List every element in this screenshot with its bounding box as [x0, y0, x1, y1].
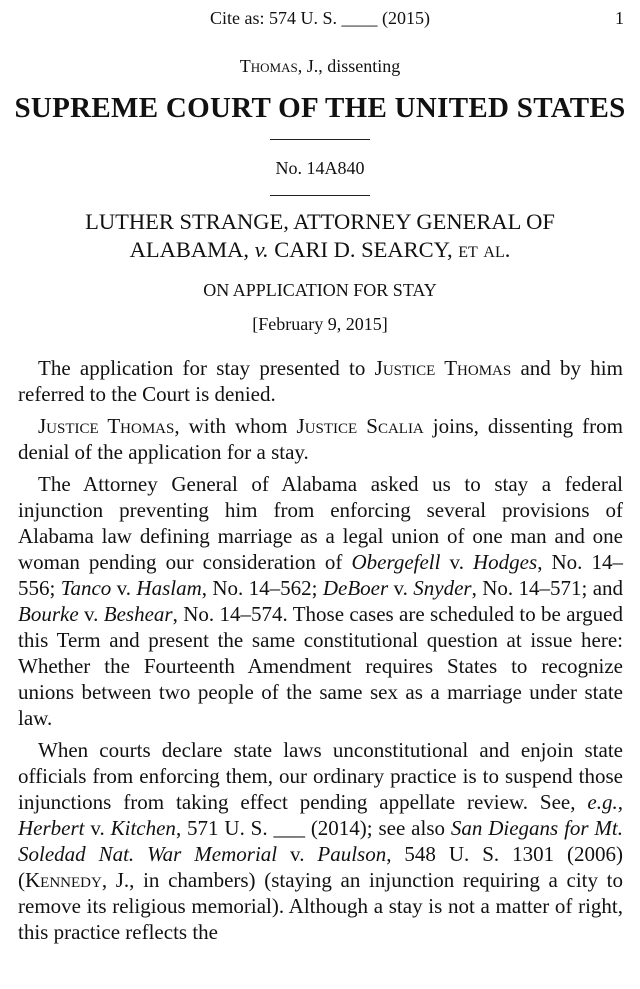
decision-date: [February 9, 2015] [252, 314, 388, 334]
divider-bottom [270, 195, 370, 196]
opinion-body [18, 355, 623, 945]
dissent-heading [0, 56, 640, 77]
caption-party-respondent: CARI D. SEARCY, [268, 237, 459, 262]
running-header [0, 8, 640, 32]
docket-number: No. 14A840 [275, 158, 365, 178]
dissent-justice: Thomas [239, 56, 298, 76]
paragraph-order: The application for stay presented to Justice Thomas and by him referred to the Court is denied. [18, 356, 623, 406]
caption-party-state: ALABAMA, [129, 237, 255, 262]
paragraph-background: The Attorney General of Alabama asked us to stay a federal injunction preventing him from enforcing several provisions of Alabama law defining marriage as a legal union of one man and one woman pending our consideration of Obergefell v. Hodges, No. 14–556; Tanco v. Haslam, No. 14–562; DeBoer v. Snyder, No. 14–571; and Bourke v. Beshear, No. 14–574. Those cases are scheduled to be argued this Term and present the same constitutional question at issue here: Whether the Fourteenth Amendment requires States to recognize unions between two people of the same sex as a marriage under state law. [18, 472, 624, 730]
paragraph-dissent-statement: Justice Thomas, with whom Justice Scalia joins, dissenting from denial of the application for a stay. [18, 414, 623, 464]
paragraph-practice: When courts declare state laws unconstitutional and enjoin state officials from enforcing them, our ordinary practice is to suspend those injunctions from taking effect pending appellate review. See, e.g., Herbert v. Kitchen, 571 U. S. ___ (2014); see also San Diegans for Mt. Soledad Nat. War Memorial v. Paulson, 548 U. S. 1301 (2006) (Kennedy, J., in chambers) (staying an injunction requiring a city to remove its religious memorial). Although a stay is not a matter of right, this practice reflects the [18, 738, 624, 944]
application-heading: ON APPLICATION FOR STAY [203, 280, 437, 300]
caption-line-1: LUTHER STRANGE, ATTORNEY GENERAL OF [85, 209, 555, 234]
court-name: SUPREME COURT OF THE UNITED STATES [14, 92, 626, 124]
dissent-suffix: , J., dissenting [297, 56, 401, 76]
case-caption [0, 208, 640, 264]
page-number: 1 [615, 8, 624, 28]
caption-line-2 [0, 236, 640, 264]
caption-et-al: et al. [458, 237, 511, 262]
divider-top [270, 139, 370, 140]
citation: Cite as: 574 U. S. ____ (2015) [210, 8, 430, 28]
caption-versus: v. [254, 237, 269, 262]
